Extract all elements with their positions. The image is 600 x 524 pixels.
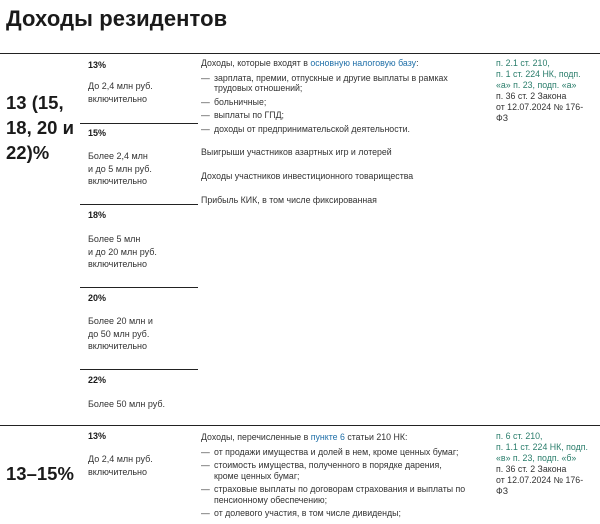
list-item: — страховые выплаты по договорам страхования и выплаты по пенсионному обеспечению; bbox=[201, 484, 484, 505]
section-divider bbox=[0, 425, 600, 426]
list-item: — стоимость имущества, полученного в порядке дарения, кроме ценных бумаг; bbox=[201, 460, 464, 481]
list-item: — больничные; bbox=[201, 97, 486, 108]
income-intro bbox=[201, 432, 486, 443]
list-item: — от долевого участия, в том числе дивиденды; bbox=[201, 508, 486, 519]
tier-desc-line: Более 2,4 млн bbox=[88, 151, 148, 161]
reference-text: от 12.07.2024 № 176- bbox=[496, 474, 584, 485]
intro-text-end: : bbox=[416, 58, 419, 68]
paragraph-cfc: Прибыль КИК, в том числе фиксированная bbox=[201, 195, 377, 205]
tier-description bbox=[88, 150, 152, 188]
reference-text: ФЗ bbox=[496, 485, 509, 496]
tier-desc-line: включительно bbox=[88, 466, 147, 477]
tier-rate: 22% bbox=[88, 375, 107, 385]
intro-text: Доходы, перечисленные в bbox=[201, 432, 311, 442]
tier-rate: 18% bbox=[88, 210, 107, 220]
tier-rate: 13% bbox=[88, 60, 107, 70]
legal-references bbox=[496, 431, 596, 496]
tier-description bbox=[88, 398, 165, 411]
rate-label bbox=[6, 90, 74, 165]
tier-divider bbox=[80, 369, 198, 370]
reference-text: ФЗ bbox=[496, 112, 509, 123]
main-tax-base-link[interactable]: основную налоговую базу bbox=[310, 58, 417, 68]
income-description bbox=[201, 58, 486, 205]
reference-link[interactable]: п. 1 ст. 224 НК, подп. bbox=[496, 68, 581, 79]
tier-desc-line: включительно bbox=[88, 259, 147, 269]
tier-rate: 13% bbox=[88, 431, 107, 441]
legal-references bbox=[496, 58, 596, 123]
tier-divider bbox=[80, 123, 198, 124]
income-list bbox=[201, 73, 486, 135]
list-item: — от продажи имущества и долей в нем, кроме ценных бумаг; bbox=[201, 447, 484, 458]
income-description bbox=[201, 432, 486, 519]
tier-divider bbox=[80, 287, 198, 288]
list-item: — выплаты по ГПД; bbox=[201, 110, 486, 121]
reference-link[interactable]: «а» п. 23, подп. «а» bbox=[496, 79, 577, 90]
reference-link[interactable]: п. 2.1 ст. 210, bbox=[496, 58, 550, 68]
tier-desc-line: Более 50 млн руб. bbox=[88, 399, 166, 409]
table-top-rule bbox=[0, 53, 600, 54]
reference-link[interactable]: «в» п. 23, подп. «б» bbox=[496, 452, 577, 463]
list-item: — зарплата, премии, отпускные и другие выплаты в рамках трудовых отношений; bbox=[201, 73, 479, 94]
tier-desc-line: Более 20 млн и bbox=[88, 316, 153, 326]
tier-rate: 20% bbox=[88, 293, 107, 303]
tier-desc-line: Более 5 млн bbox=[88, 234, 141, 244]
income-list bbox=[201, 447, 486, 519]
page-title: Доходы резидентов bbox=[6, 6, 228, 31]
reference-text: п. 36 ст. 2 Закона bbox=[496, 90, 567, 101]
rate-line-3: 22)% bbox=[6, 142, 50, 163]
tier-divider bbox=[80, 204, 198, 205]
tier-desc-line: включительно bbox=[88, 93, 147, 104]
point-6-link[interactable]: пункте 6 bbox=[310, 432, 345, 442]
tier-desc-line: до 50 млн руб. bbox=[88, 328, 150, 339]
tier-description bbox=[88, 453, 153, 478]
list-item: — доходы от предпринимательской деятельности. bbox=[201, 124, 486, 135]
reference-link[interactable]: п. 6 ст. 210, bbox=[496, 431, 543, 441]
reference-text: от 12.07.2024 № 176- bbox=[496, 101, 584, 112]
paragraph-investment: Доходы участников инвестиционного товарищества bbox=[201, 171, 414, 181]
paragraph-gambling: Выигрыши участников азартных игр и лотерей bbox=[201, 147, 392, 157]
rate-line-1: 13 (15, bbox=[6, 92, 64, 113]
tier-description bbox=[88, 233, 157, 271]
rate-label: 13–15% bbox=[6, 463, 74, 484]
tier-rate: 15% bbox=[88, 128, 107, 138]
tier-desc-line: включительно bbox=[88, 176, 147, 186]
tier-desc-line: и до 20 млн руб. bbox=[88, 246, 157, 257]
tier-desc-line: включительно bbox=[88, 341, 147, 351]
intro-text-end: статьи 210 НК: bbox=[344, 432, 408, 442]
reference-text: п. 36 ст. 2 Закона bbox=[496, 463, 567, 474]
reference-link[interactable]: п. 1.1 ст. 224 НК, подп. bbox=[496, 441, 588, 452]
intro-text: Доходы, которые входят в bbox=[201, 58, 311, 68]
tier-desc-line: До 2,4 млн руб. bbox=[88, 81, 153, 91]
rate-line-2: 18, 20 и bbox=[6, 117, 74, 138]
tier-description bbox=[88, 315, 153, 353]
tier-description bbox=[88, 80, 153, 105]
tier-desc-line: и до 5 млн руб. bbox=[88, 163, 152, 174]
tier-desc-line: До 2,4 млн руб. bbox=[88, 454, 153, 464]
income-intro bbox=[201, 58, 486, 69]
